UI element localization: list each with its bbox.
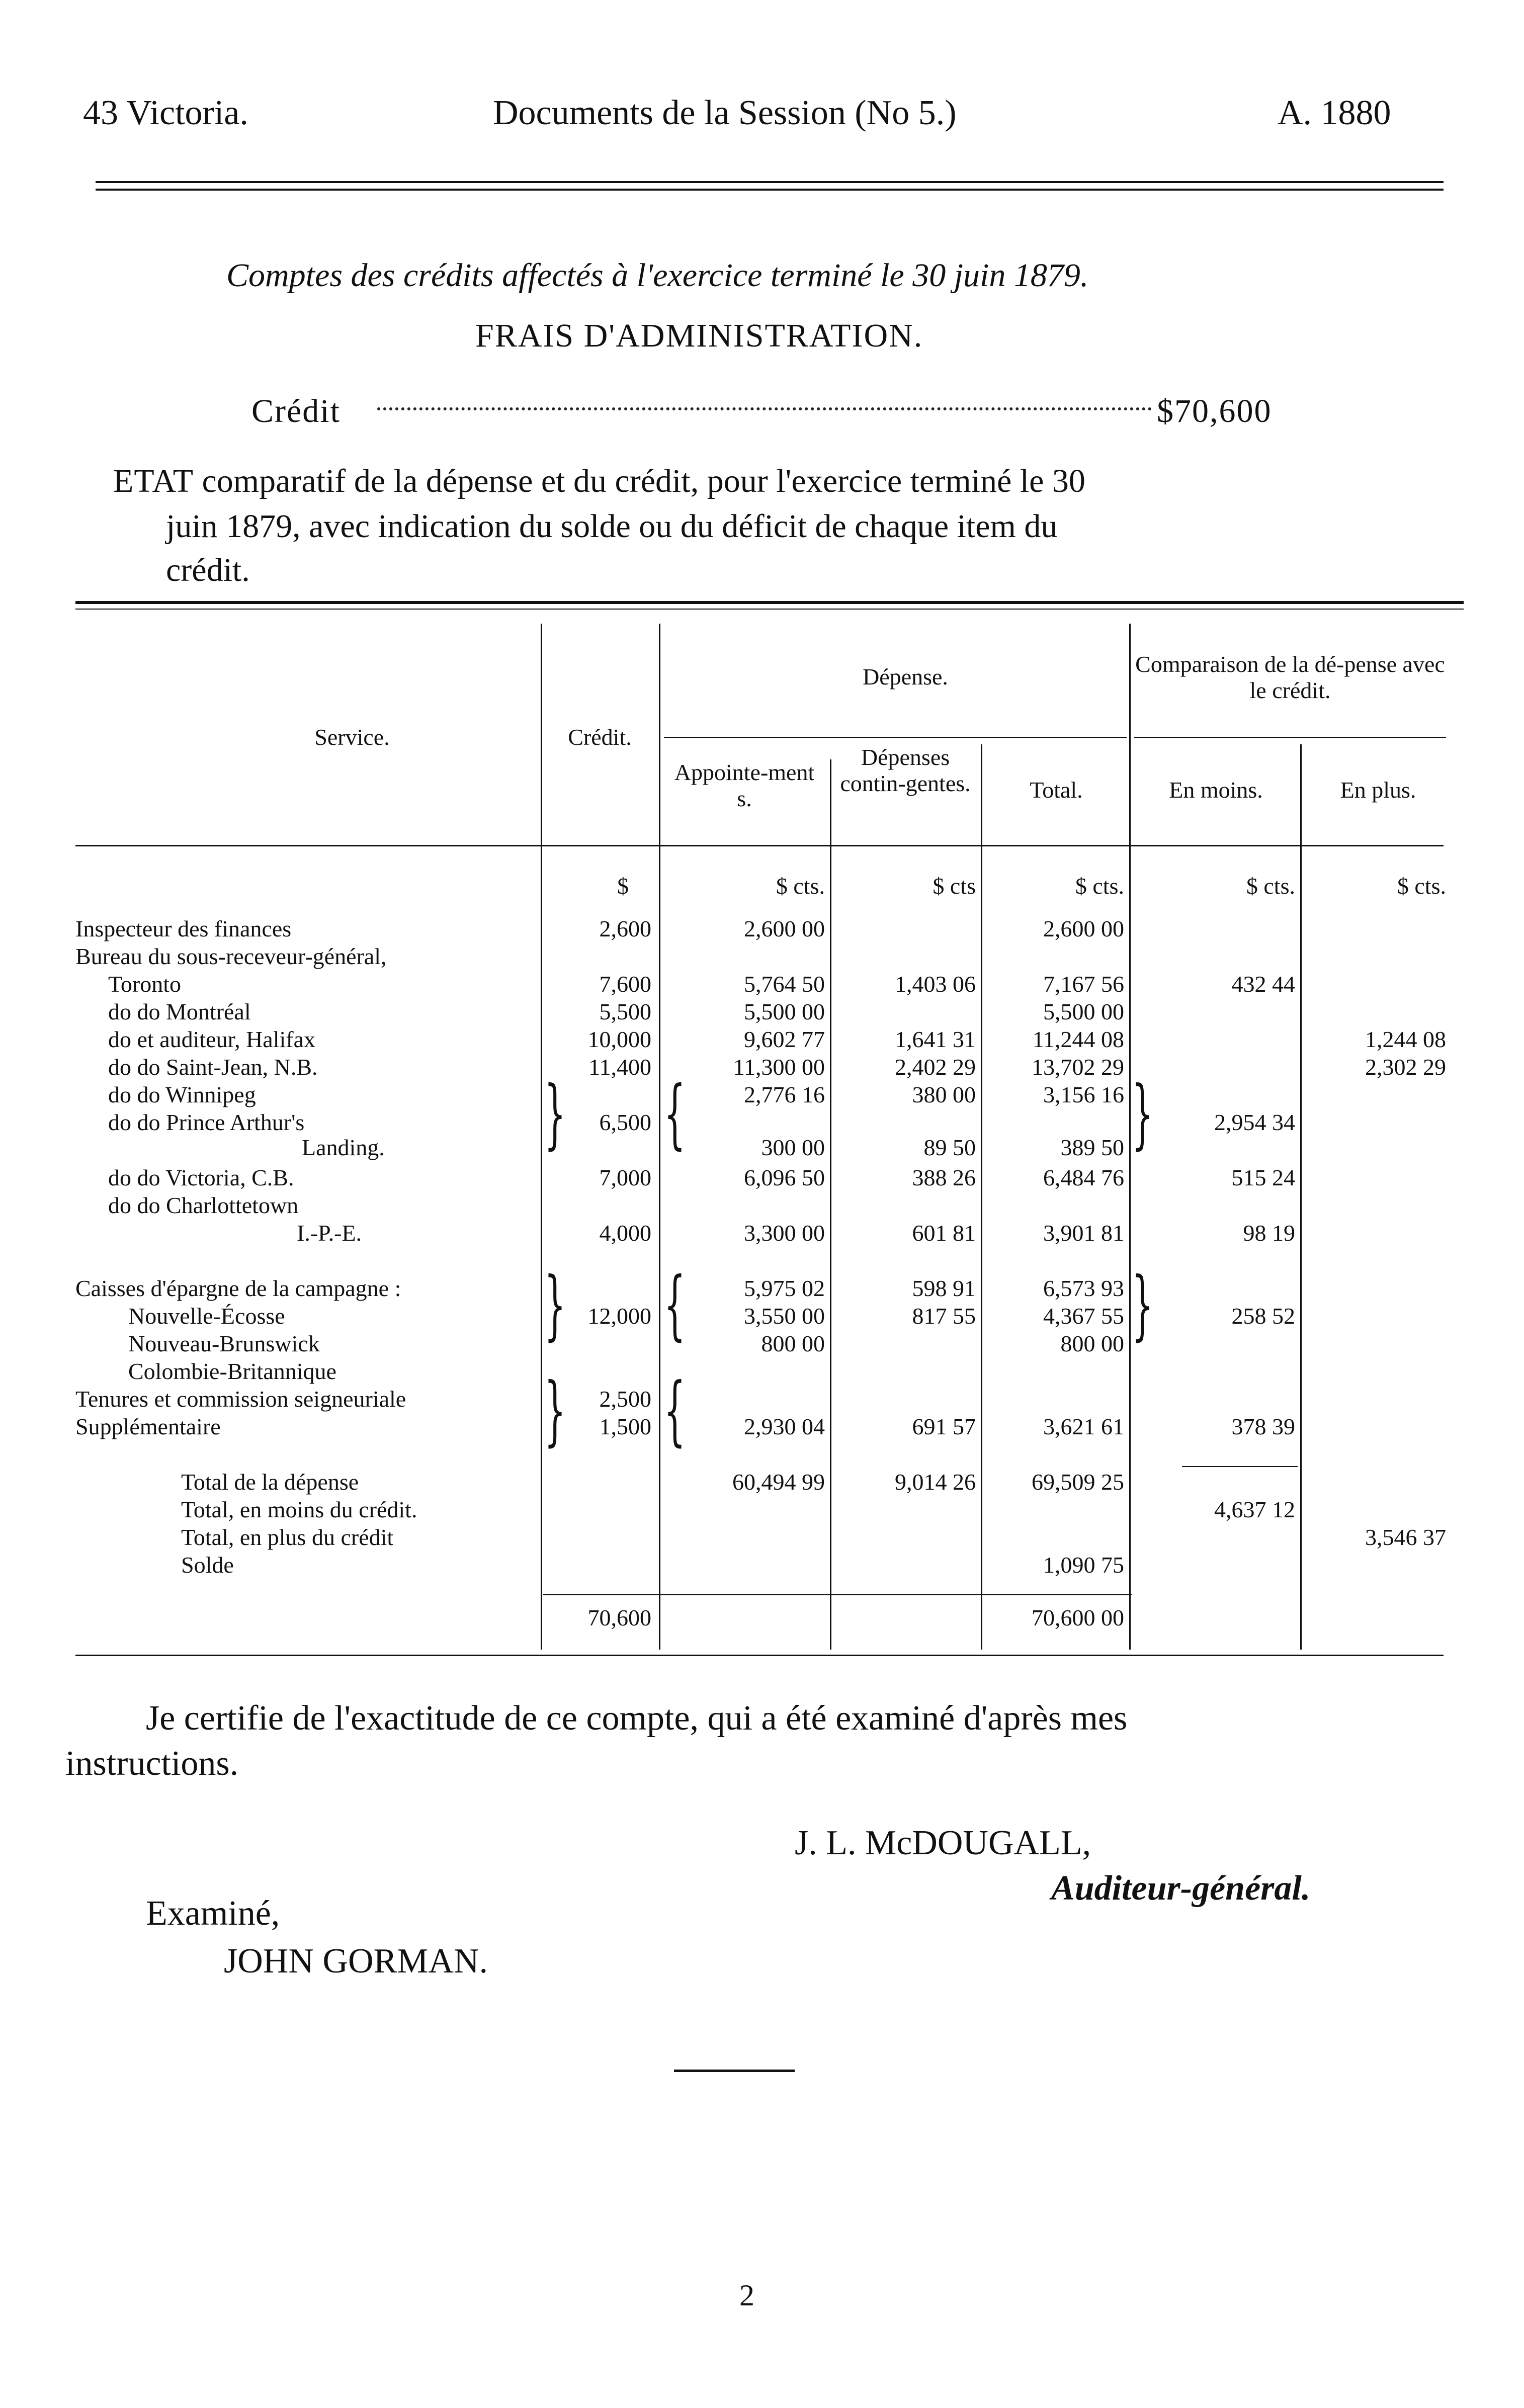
- cell-total: 6,484 76: [1043, 1165, 1124, 1190]
- total-cell-en-plus: 3,546 37: [1365, 1524, 1446, 1550]
- service-label: do do Victoria, C.B.: [108, 1165, 294, 1190]
- service-label: Tenures et commission seigneuriale: [75, 1386, 406, 1412]
- cell-contingentes: 380 00: [912, 1082, 976, 1107]
- th-comparaison: Comparaison de la dé-pense avec le crédit.: [1135, 651, 1445, 703]
- cell-contingentes: 598 91: [912, 1275, 976, 1301]
- section-subtitle: FRAIS D'ADMINISTRATION.: [475, 317, 923, 354]
- th-en-plus: En plus.: [1340, 777, 1416, 803]
- col-divider-moins-right: [1300, 744, 1302, 1650]
- certify-line-2: instructions.: [65, 1744, 239, 1783]
- cell-credit: 1,500: [599, 1414, 651, 1439]
- cell-en-moins: 2,954 34: [1214, 1109, 1295, 1135]
- table-top-rule: [75, 601, 1464, 604]
- service-label: do do Montréal: [108, 999, 251, 1024]
- service-label: do do Winnipeg: [108, 1082, 256, 1107]
- cell-total: 5,500 00: [1043, 999, 1124, 1024]
- brace-caisses-app: {: [664, 1261, 686, 1349]
- brace-caisses-moins: }: [1132, 1261, 1153, 1349]
- page-number: 2: [739, 2279, 754, 2312]
- credit-leader-dots: [377, 407, 1152, 410]
- service-label: do do Saint-Jean, N.B.: [108, 1054, 318, 1080]
- cell-credit: 5,500: [599, 999, 651, 1024]
- cell-credit: 7,600: [599, 971, 651, 997]
- cell-appointements: 9,602 77: [744, 1026, 825, 1052]
- total-label: Total, en moins du crédit.: [181, 1497, 417, 1522]
- th-credit: Crédit.: [568, 724, 632, 750]
- col-divider-credit-right: [659, 624, 660, 1650]
- total-cell-contingentes: 9,014 26: [895, 1469, 976, 1495]
- service-label: Supplémentaire: [75, 1414, 221, 1439]
- etat-line-3: crédit.: [166, 552, 250, 588]
- cell-total: 11,244 08: [1032, 1026, 1124, 1052]
- unit-cont: $ cts: [933, 873, 976, 899]
- cell-contingentes: 2,402 29: [895, 1054, 976, 1080]
- header-right: A. 1880: [1278, 94, 1391, 132]
- cell-appointements: 800 00: [761, 1331, 825, 1356]
- cell-credit: 10,000: [587, 1026, 651, 1052]
- cell-appointements: 2,776 16: [744, 1082, 825, 1107]
- cell-en-moins: 258 52: [1231, 1303, 1295, 1329]
- unit-plus: $ cts.: [1397, 873, 1446, 899]
- th-service: Service.: [314, 724, 390, 750]
- brace-winnipeg-app: {: [664, 1070, 686, 1158]
- cell-total: 7,167 56: [1043, 971, 1124, 997]
- service-label: do do Prince Arthur's: [108, 1109, 305, 1135]
- total-cell-total: 69,509 25: [1032, 1469, 1124, 1495]
- service-label: Inspecteur des finances: [75, 916, 292, 941]
- rule-under-headers: [75, 845, 1444, 846]
- col-divider-total-right: [1129, 624, 1131, 1650]
- cell-credit: 11,400: [588, 1054, 651, 1080]
- cell-appointements: 6,096 50: [744, 1165, 825, 1190]
- cell-contingentes: 89 50: [923, 1135, 976, 1160]
- header-rule-bottom: [96, 189, 1444, 191]
- brace-winnipeg-moins: }: [1132, 1070, 1153, 1158]
- service-label: Landing.: [302, 1135, 385, 1160]
- cell-total: 3,621 61: [1043, 1414, 1124, 1439]
- unit-credit: $: [617, 873, 629, 899]
- th-en-moins: En moins.: [1169, 777, 1263, 803]
- cell-contingentes: 817 55: [912, 1303, 976, 1329]
- cell-total: 4,367 55: [1043, 1303, 1124, 1329]
- cell-total: 389 50: [1060, 1135, 1124, 1160]
- cell-en-moins: 432 44: [1231, 971, 1295, 997]
- th-depense: Dépense.: [863, 664, 948, 690]
- rule-under-depense: [664, 737, 1127, 738]
- cell-credit: 12,000: [587, 1303, 651, 1329]
- cell-en-moins: 378 39: [1231, 1414, 1295, 1439]
- cell-appointements: 5,764 50: [744, 971, 825, 997]
- cell-total: 800 00: [1060, 1331, 1124, 1356]
- header-center: Documents de la Session (No 5.): [493, 94, 957, 132]
- total-label: Solde: [181, 1552, 234, 1578]
- cell-en-moins: 515 24: [1231, 1165, 1295, 1190]
- service-label: Caisses d'épargne de la campagne :: [75, 1275, 401, 1301]
- rule-total-moins: [1182, 1466, 1298, 1467]
- cell-appointements: 3,300 00: [744, 1220, 825, 1246]
- grand-total: 70,600 00: [1032, 1605, 1124, 1630]
- table-bottom-rule: [75, 1655, 1444, 1656]
- total-label: Total de la dépense: [181, 1469, 359, 1495]
- cell-en-plus: 2,302 29: [1365, 1054, 1446, 1080]
- service-label: do do Charlottetown: [108, 1192, 299, 1218]
- cell-total: 3,156 16: [1043, 1082, 1124, 1107]
- total-cell-appointements: 60,494 99: [732, 1469, 825, 1495]
- th-total: Total.: [1030, 777, 1083, 803]
- cell-credit: 4,000: [599, 1220, 651, 1246]
- cell-appointements: 5,975 02: [744, 1275, 825, 1301]
- table-top-rule-2: [75, 609, 1464, 610]
- rule-under-comparaison: [1134, 737, 1446, 738]
- examined-label: Examiné,: [146, 1894, 280, 1933]
- header-rule-top: [96, 181, 1444, 183]
- header-left: 43 Victoria.: [83, 94, 248, 132]
- cell-appointements: 2,930 04: [744, 1414, 825, 1439]
- total-label: Total, en plus du crédit: [181, 1524, 394, 1550]
- cell-credit: 2,600: [599, 916, 651, 941]
- brace-caisses-credit: }: [544, 1261, 566, 1349]
- cell-en-plus: 1,244 08: [1365, 1026, 1446, 1052]
- grand-credit: 70,600: [587, 1605, 651, 1630]
- credit-label: Crédit: [251, 393, 341, 429]
- cell-total: 3,901 81: [1043, 1220, 1124, 1246]
- cell-appointements: 2,600 00: [744, 916, 825, 941]
- signer-name: J. L. McDOUGALL,: [795, 1824, 1091, 1862]
- service-label: do et auditeur, Halifax: [108, 1026, 316, 1052]
- unit-app: $ cts.: [776, 873, 825, 899]
- cell-contingentes: 1,403 06: [895, 971, 976, 997]
- cell-credit: 7,000: [599, 1165, 651, 1190]
- th-appointements: Appointe-ments.: [674, 759, 815, 811]
- col-divider-app-right: [830, 759, 831, 1650]
- rule-before-grand: [543, 1594, 1132, 1595]
- cell-appointements: 11,300 00: [733, 1054, 825, 1080]
- cell-en-moins: 98 19: [1243, 1220, 1295, 1246]
- cell-appointements: 3,550 00: [744, 1303, 825, 1329]
- cell-total: 2,600 00: [1043, 916, 1124, 941]
- cell-contingentes: 691 57: [912, 1414, 976, 1439]
- etat-line-2: juin 1879, avec indication du solde ou du déficit de chaque item du: [166, 508, 1058, 545]
- etat-line-1: [113, 460, 1085, 502]
- service-label: I.-P.-E.: [297, 1220, 362, 1246]
- service-label: Bureau du sous-receveur-général,: [75, 943, 387, 969]
- service-label: Nouveau-Brunswick: [128, 1331, 320, 1356]
- cell-contingentes: 1,641 31: [895, 1026, 976, 1052]
- col-divider-credit-left: [541, 624, 542, 1650]
- th-depenses-contingentes: Dépenses contin-gentes.: [840, 744, 971, 796]
- service-label: Nouvelle-Écosse: [128, 1303, 285, 1329]
- cell-contingentes: 388 26: [912, 1165, 976, 1190]
- accounts-title: Comptes des crédits affectés à l'exercice terminé le 30 juin 1879.: [226, 257, 1089, 294]
- footer-rule: [674, 2070, 795, 2072]
- cell-total: 6,573 93: [1043, 1275, 1124, 1301]
- etat-text-1: comparatif de la dépense et du crédit, pour l'exercice terminé le 30: [202, 463, 1085, 499]
- cell-appointements: 300 00: [761, 1135, 825, 1160]
- cell-credit: 2,500: [599, 1386, 651, 1412]
- credit-value: $70,600: [1157, 393, 1272, 429]
- signer-title: Auditeur-général.: [1051, 1869, 1311, 1908]
- service-label: Toronto: [108, 971, 181, 997]
- total-cell-total: 1,090 75: [1043, 1552, 1124, 1578]
- brace-winnipeg-credit-left: }: [544, 1070, 566, 1158]
- cell-total: 13,702 29: [1032, 1054, 1124, 1080]
- certify-line-1: Je certifie de l'exactitude de ce compte, qui a été examiné d'après mes: [146, 1699, 1128, 1738]
- col-divider-cont-right: [981, 744, 982, 1650]
- etat-word: ETAT: [113, 463, 194, 499]
- examiner-name: JOHN GORMAN.: [224, 1942, 488, 1981]
- cell-appointements: 5,500 00: [744, 999, 825, 1024]
- brace-tenures-credit: }: [544, 1367, 566, 1454]
- unit-moins: $ cts.: [1246, 873, 1295, 899]
- cell-credit: 6,500: [599, 1109, 651, 1135]
- total-cell-en-moins: 4,637 12: [1214, 1497, 1295, 1522]
- cell-contingentes: 601 81: [912, 1220, 976, 1246]
- brace-tenures-app: {: [664, 1367, 686, 1454]
- service-label: Colombie-Britannique: [128, 1358, 336, 1384]
- unit-total: $ cts.: [1075, 873, 1124, 899]
